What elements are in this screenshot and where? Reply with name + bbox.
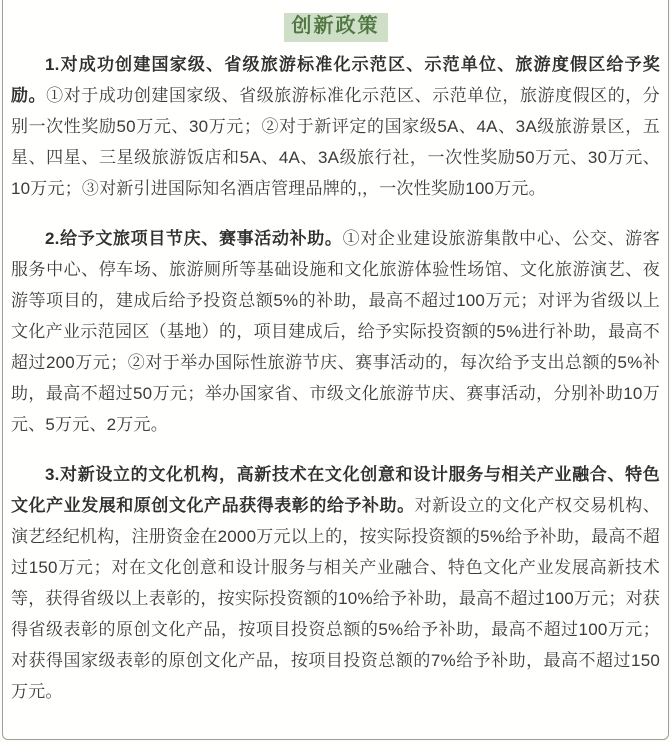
policy-paragraph-3 — [11, 459, 660, 707]
policy-paragraph-2 — [11, 223, 660, 440]
paragraph-2-body: ①对企业建设旅游集散中心、公交、游客服务中心、停车场、旅游厕所等基础设施和文化旅游体验性场馆、文化旅游演艺、夜游等项目的，建成后给予投资总额5%的补助，最高不超过100万元；对评为省级以上文化产业示范园区（基地）的，项目建成后，给予实际投资额的5%进行补助，最高不超过200万元；②对于举办国际性旅游节庆、赛事活动的，每次给予支出总额的5%补助，最高不超过50万元；举办国家省、市级文化旅游节庆、赛事活动，分别补助10万元、5万元、2万元。 — [11, 229, 660, 434]
paragraph-1-body: ①对于成功创建国家级、省级旅游标准化示范区、示范单位，旅游度假区的，分别一次性奖励50万元、30万元；②对于新评定的国家级5A、4A、3A级旅游景区，五星、四星、三星级旅游饭店和5A、4A、3A级旅行社，一次性奖励50万元、30万元、10万元；③对新引进国际知名酒店管理品牌的,，一次性奖励100万元。 — [11, 86, 661, 198]
document-title — [11, 13, 660, 42]
paragraph-2-lead: 2.给予文旅项目节庆、赛事活动补助。 — [45, 229, 343, 248]
policy-paragraph-1 — [11, 49, 660, 204]
paragraph-1-lead: 1.对成功创建国家级、省级旅游标准化示范区、示范单位、旅游度假区给予奖励。 — [11, 55, 660, 105]
document-title-text: 创新政策 — [284, 13, 388, 42]
policy-document-panel — [2, 0, 669, 740]
paragraph-3-body: 对新设立的文化产权交易机构、演艺经纪机构，注册资金在2000万元以上的，按实际投资额的5%给予补助，最高不超过150万元；对在文化创意和设计服务与相关产业融合、特色文化产业发展高新技术等，获得省级以上表彰的，按实际投资额的10%给予补助，最高不超过100万元；对获得省级表彰的原创文化产品，按项目投资总额的5%给予补助，最高不超过100万元；对获得国家级表彰的原创文化产品，按项目投资总额的7%给予补助，最高不超过150万元。 — [11, 496, 660, 701]
paragraph-3-lead: 3.对新设立的文化机构，高新技术在文化创意和设计服务与相关产业融合、特色文化产业发展和原创文化产品获得表彰的给予补助。 — [11, 465, 660, 515]
